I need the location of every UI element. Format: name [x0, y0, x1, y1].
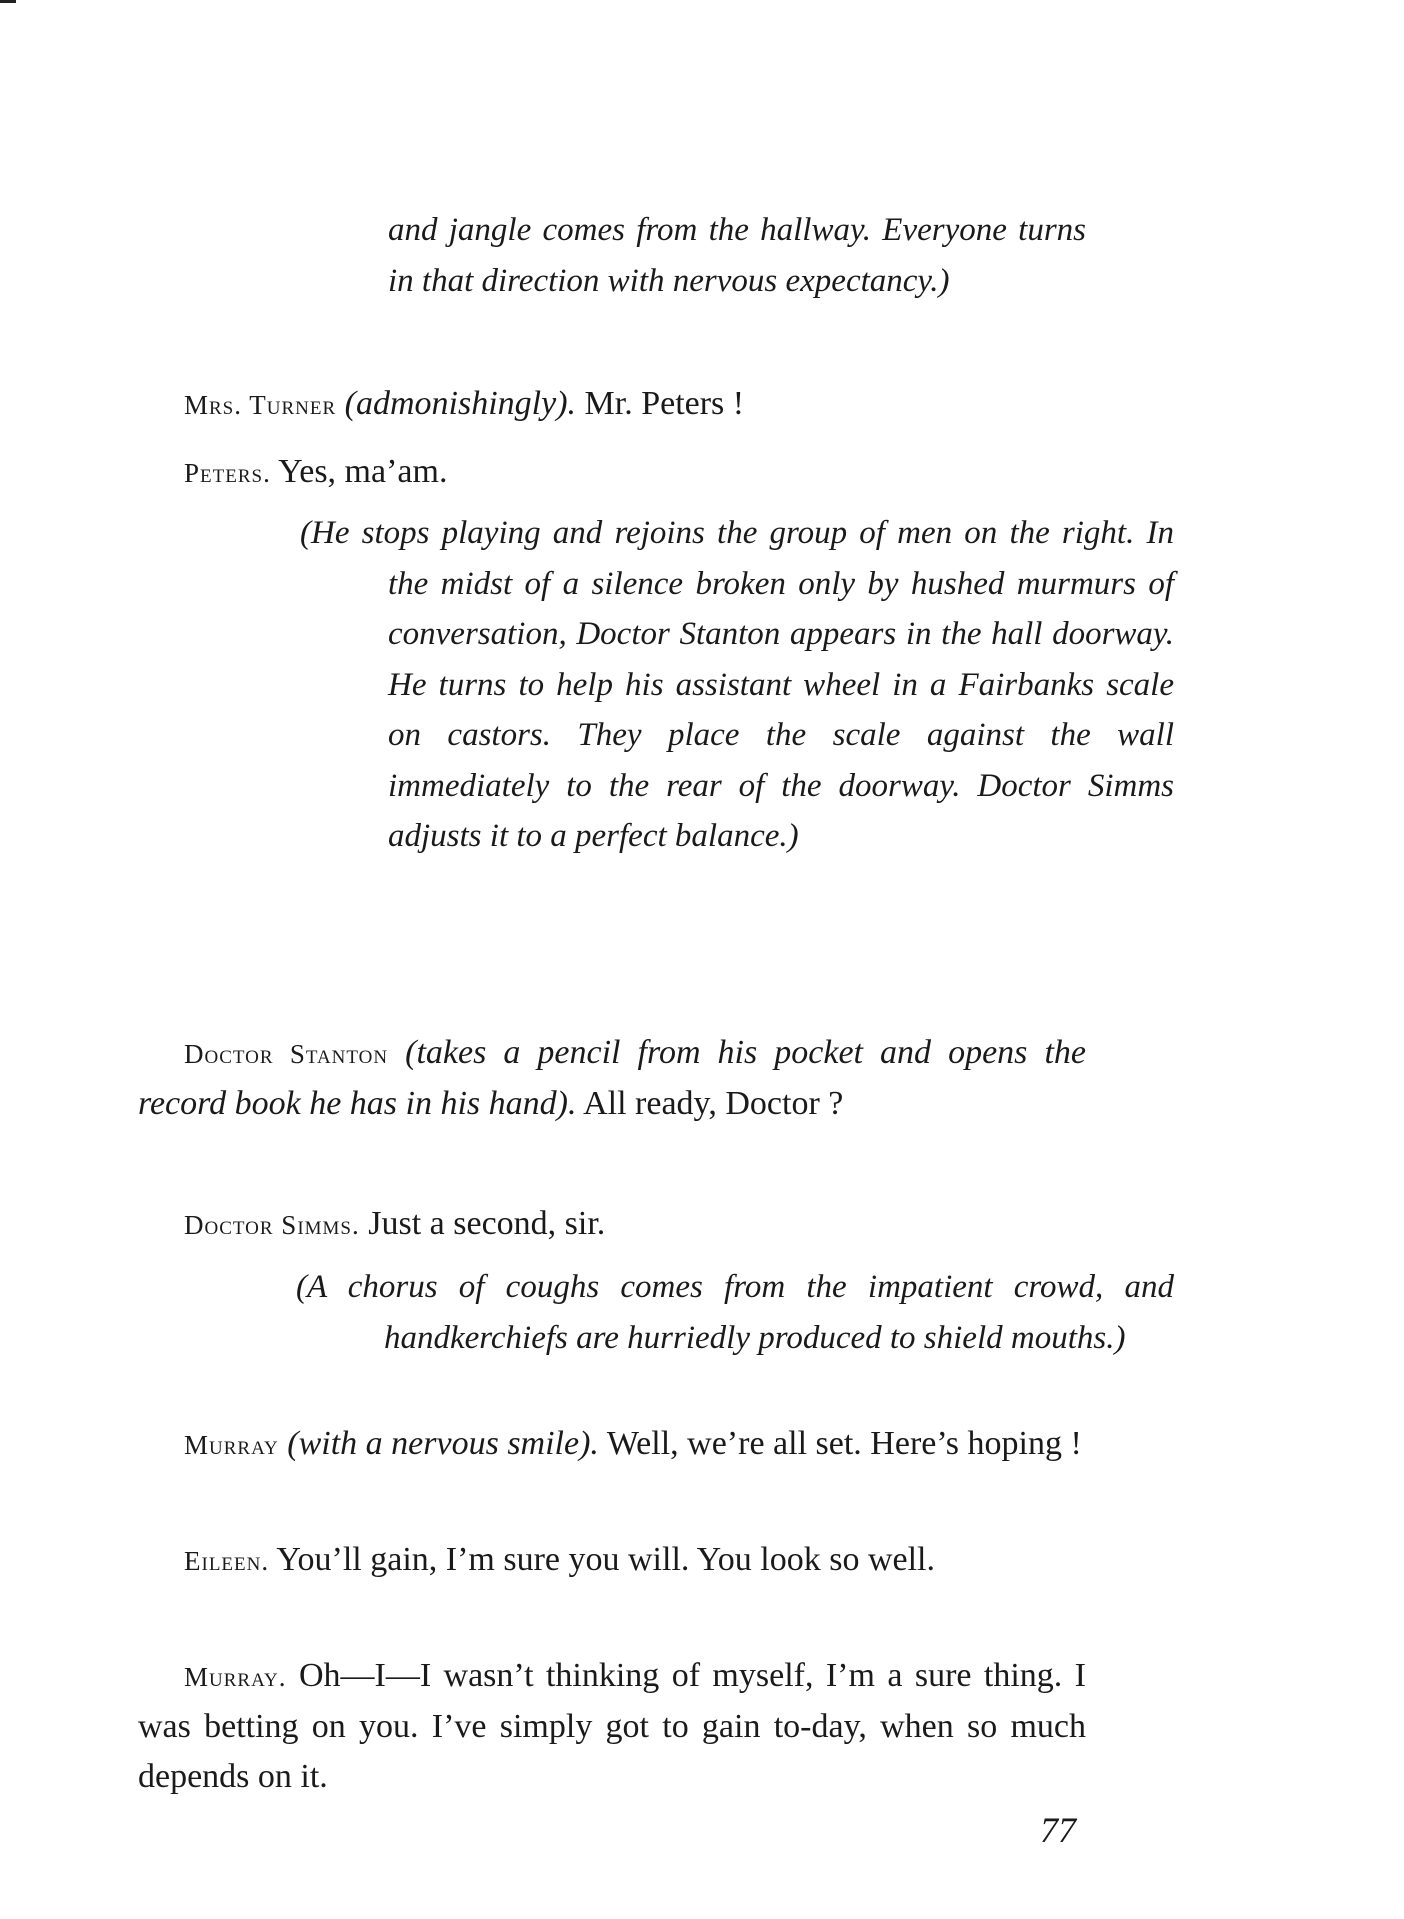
dialogue-line-simms: [138, 1199, 1086, 1250]
spoken-line: You’ll gain, I’m sure you will. You look so well.: [276, 1541, 935, 1578]
speaker-name: Peters.: [184, 458, 271, 488]
acting-direction: (takes a pencil from his pocket and opens the record book he has in his hand).: [138, 1034, 1086, 1122]
dialogue-line-eileen: [138, 1535, 1086, 1586]
spoken-line: Well, we’re all set. Here’s hoping !: [606, 1425, 1082, 1462]
acting-direction: (with a nervous smile).: [287, 1425, 599, 1462]
spoken-line: Yes, ma’am.: [278, 453, 448, 490]
speaker-name: Doctor Simms.: [184, 1210, 360, 1240]
dialogue-line-stanton: [138, 1028, 1086, 1129]
page-number: 77: [1040, 1810, 1076, 1850]
spoken-line: Oh—I—I wasn’t thinking of myself, I’m a sure thing. I was betting on you. I’ve simply got to gain to-day, when so much depends on it.: [138, 1657, 1087, 1795]
speaker-name: Doctor Stanton: [184, 1039, 389, 1069]
spoken-line: Just a second, sir.: [368, 1205, 606, 1242]
dialogue-line-murray-1: [138, 1419, 1086, 1470]
acting-direction: (admonishingly).: [344, 385, 577, 422]
speaker-name: Mrs. Turner: [184, 390, 337, 420]
scan-edge-mark: [0, 0, 16, 3]
stage-direction-coughs: (A chorus of coughs comes from the impatient crowd, and handkerchiefs are hurriedly produced to shield mouths.): [296, 1269, 1174, 1356]
stage-direction-continued: and jangle comes from the hallway. Everyone turns in that direction with nervous expectancy.): [388, 212, 1086, 299]
dialogue-line-peters: [138, 447, 1086, 498]
dialogue-line-turner: [138, 379, 1086, 430]
spoken-line: Mr. Peters !: [584, 385, 745, 422]
speaker-name: Murray: [184, 1430, 279, 1460]
dialogue-line-murray-2: [138, 1651, 1086, 1802]
spoken-line: All ready, Doctor ?: [583, 1085, 844, 1122]
speaker-name: Eileen.: [184, 1546, 270, 1576]
stage-direction-scale: (He stops playing and rejoins the group of men on the right. In the midst of a silence broken only by hushed murmurs of conversation, Doctor Stanton appears in the hall doorway. He turns to help his assistant wheel in a Fairbanks scale on castors. They place the scale against the wall immediately to the rear of the doorway. Doctor Simms adjusts it to a perfect balance.): [300, 515, 1174, 854]
speaker-name: Murray.: [184, 1662, 287, 1692]
